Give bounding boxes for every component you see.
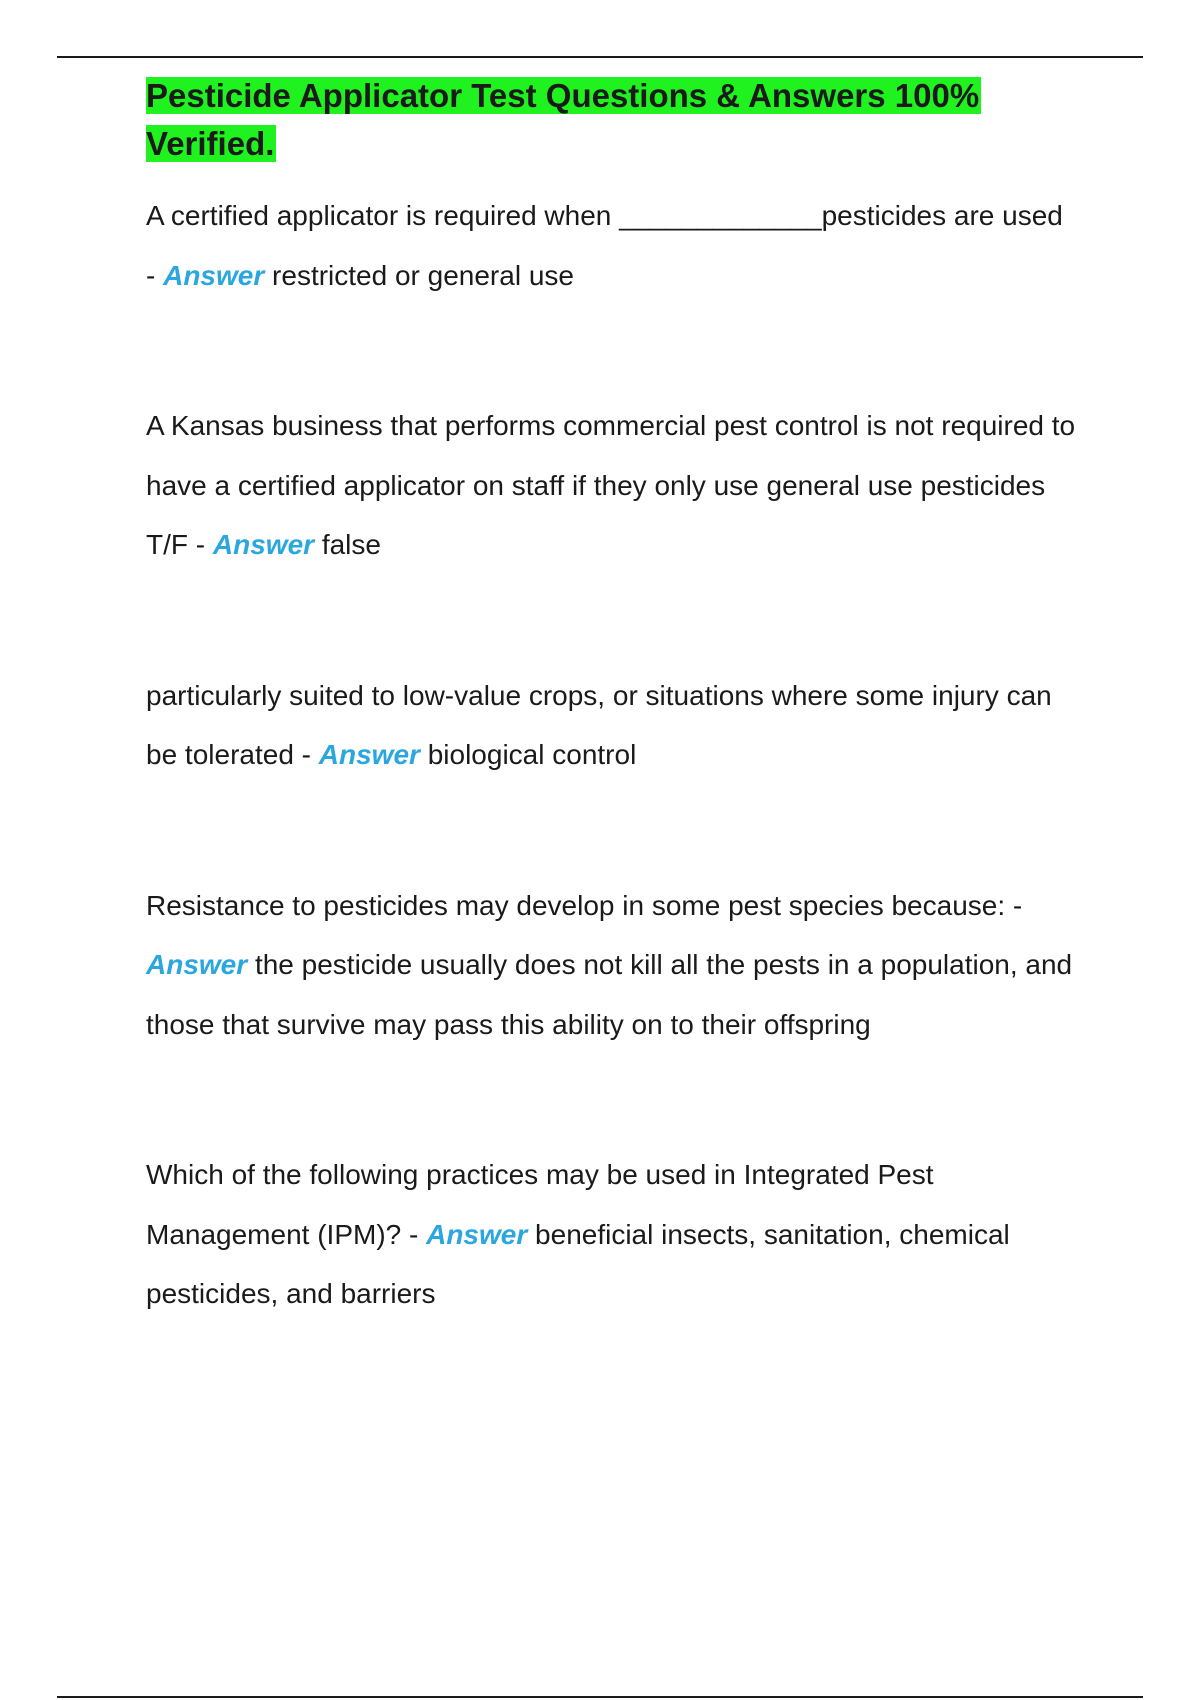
answer-label: Answer <box>426 1218 528 1250</box>
qa-item <box>146 876 1076 1055</box>
answer-label: Answer <box>146 949 248 980</box>
question-text: A Kansas business that performs commercial pest control is not required to have a certified applicator on staff if they only use general use pesticides T/F <box>146 410 1076 560</box>
separator: - <box>293 739 319 770</box>
question-text: Which of the following practices may be used in Integrated Pest Management (IPM)? <box>146 1159 934 1250</box>
answer-label: Answer <box>163 259 265 291</box>
document-body <box>146 72 1076 1415</box>
qa-item <box>146 186 1076 305</box>
question-text: particularly suited to low-value crops, or situations where some injury can be tolerated <box>146 679 1052 770</box>
answer-label: Answer <box>212 529 315 560</box>
answer-label: Answer <box>318 739 420 770</box>
question-text: A certified applicator is required when _____________pesticides are used <box>146 200 1063 231</box>
top-rule <box>57 56 1143 58</box>
separator: - <box>401 1218 427 1250</box>
qa-item <box>146 396 1076 575</box>
qa-item <box>146 666 1076 785</box>
answer-text: biological control <box>427 739 637 770</box>
bottom-rule <box>57 1696 1143 1698</box>
page-title <box>146 72 1076 168</box>
separator: - <box>188 529 213 560</box>
answer-text: restricted or general use <box>272 259 574 291</box>
separator: - <box>1005 889 1023 921</box>
qa-item <box>146 1145 1076 1324</box>
answer-text: the pesticide usually does not kill all the pests in a population, and those that survive may pass this ability on to their offspring <box>146 949 1073 1040</box>
title-highlight: Pesticide Applicator Test Questions & Answers 100% Verified. <box>146 77 980 162</box>
separator: - <box>146 259 164 291</box>
answer-text: beneficial insects, sanitation, chemical pesticides, and barriers <box>146 1218 1010 1309</box>
question-text: Resistance to pesticides may develop in some pest species because: <box>146 889 1006 921</box>
answer-text: false <box>321 529 381 560</box>
